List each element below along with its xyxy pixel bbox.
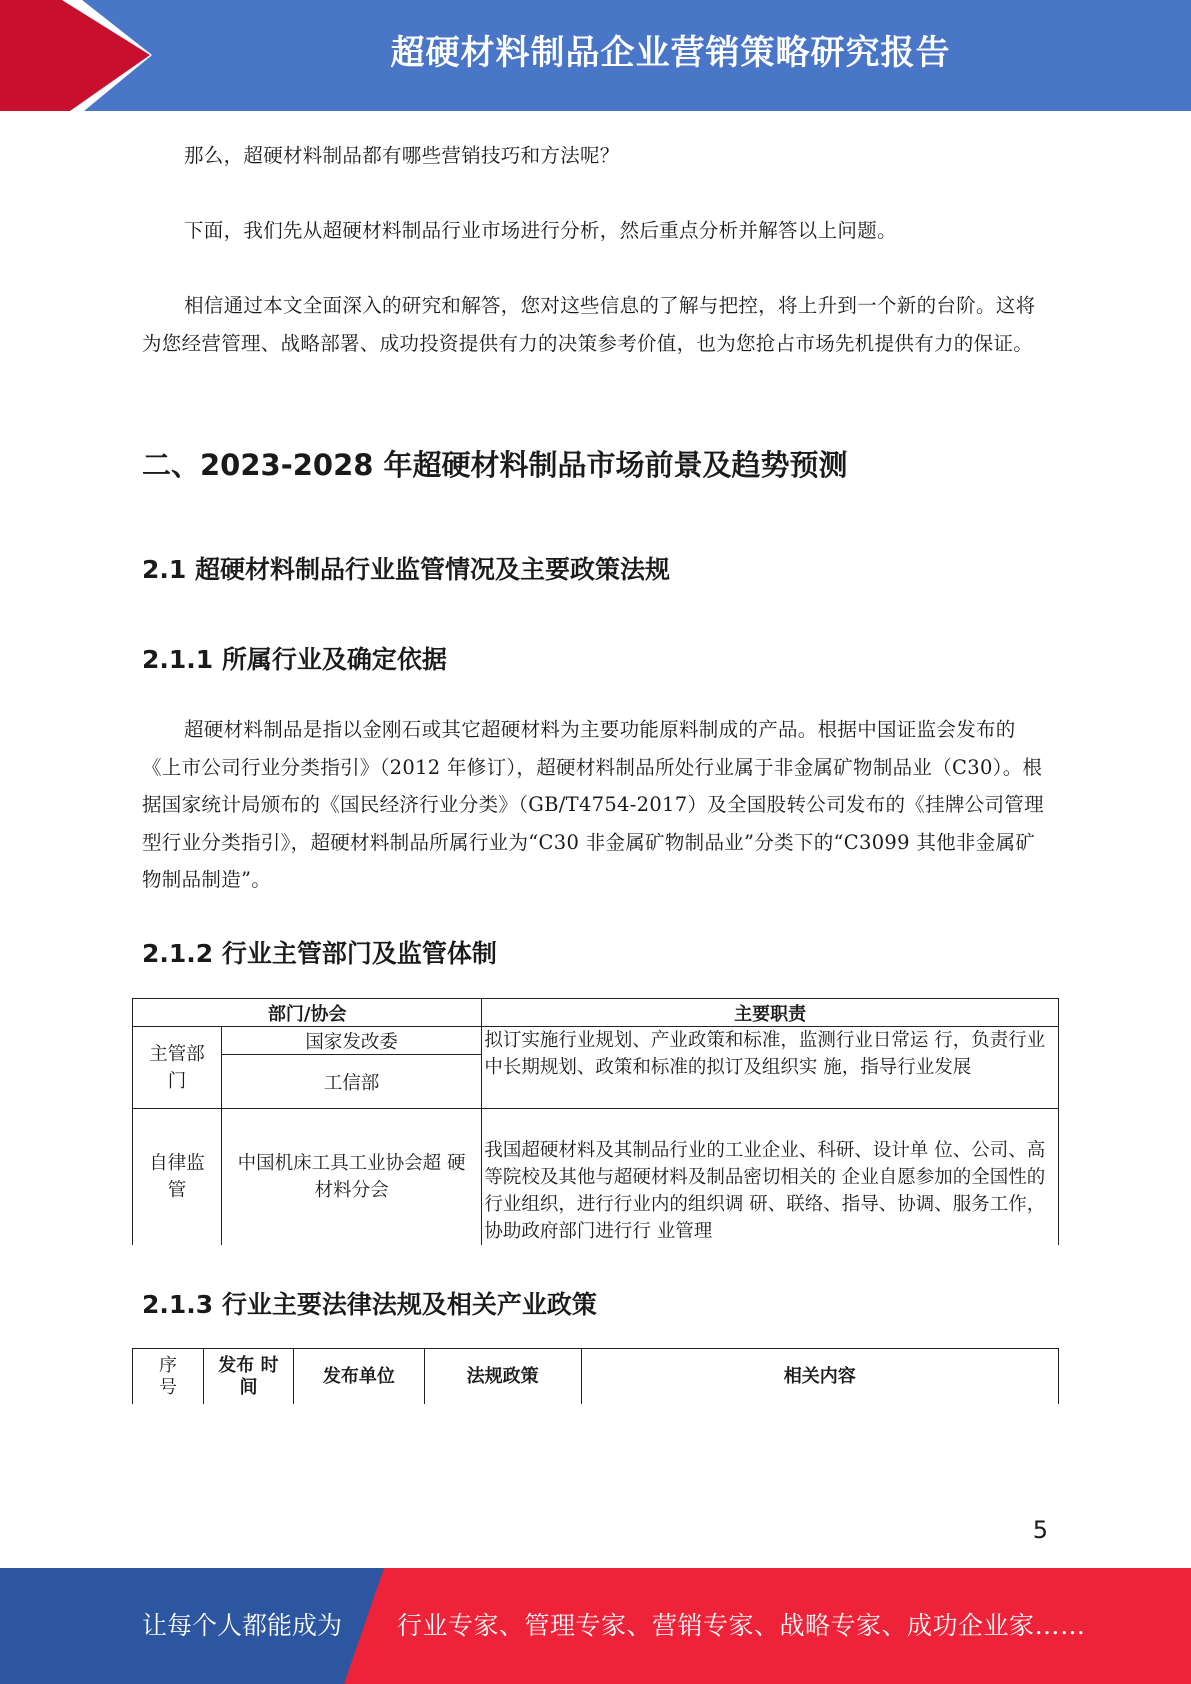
section-heading: 二、2023-2028 年超硬材料制品市场前景及趋势预测: [142, 448, 848, 482]
table-cell-group: 主管部门: [133, 1027, 222, 1109]
table-cell-duty: 拟订实施行业规划、产业政策和标准，监测行业日常运 行，负责行业中长期规划、政策和标准的拟订及组织实 施，指导行业发展: [482, 1027, 1059, 1109]
paragraph-intro-question: 那么，超硬材料制品都有哪些营销技巧和方法呢？: [184, 144, 620, 167]
subsection-heading-2-1: 2.1 超硬材料制品行业监管情况及主要政策法规: [142, 555, 670, 584]
table-cell-org: 工信部: [221, 1055, 481, 1109]
table-cell-group: 自律监管: [133, 1109, 222, 1246]
paragraph-intro-value: 相信通过本文全面深入的研究和解答，您对这些信息的了解与把控，将上升到一个新的台阶。这将为您经营管理、战略部署、成功投资提供有力的决策参考价值，也为您抢占市场先机提供有力的保证。: [142, 294, 1036, 355]
paragraph-industry-classification: 超硬材料制品是指以金刚石或其它超硬材料为主要功能原料制成的产品。根据中国证监会发布的《上市公司行业分类指引》（2012 年修订），超硬材料制品所处行业属于非金属矿物制品业（C30）。根据国家统计局颁布的《国民经济行业分类》（GB/T4754-2017）及全国股转公司发布的《挂牌公司管理型行业分类指引》，超硬材料制品所属行业为“C30 非金属矿物制品业”分类下的“C3099 其他非金属矿物制品制造”。: [142, 718, 1044, 891]
regulatory-body-table: [132, 998, 1059, 1245]
subsection-heading-2-1-2: 2.1.2 行业主管部门及监管体制: [142, 939, 497, 968]
page-header: [0, 0, 1191, 111]
page-footer: [0, 1568, 1191, 1684]
table-header-policy: 法规政策: [424, 1349, 581, 1405]
table-header-issuer: 发布单位: [293, 1349, 424, 1405]
paragraph-intro-analysis: 下面，我们先从超硬材料制品行业市场进行分析，然后重点分析并解答以上问题。: [184, 219, 897, 242]
table-cell-org: 国家发改委: [221, 1027, 481, 1055]
table-header-department: 部门/协会: [133, 999, 482, 1027]
policy-table: [132, 1348, 1059, 1404]
table-cell-duty: 我国超硬材料及其制品行业的工业企业、科研、设计单 位、公司、高等院校及其他与超硬材料及制品密切相关的 企业自愿参加的全国性的行业组织，进行行业内的组织调 研、联络、指导、协调、服务工作，协助政府部门进行行 业管理: [482, 1109, 1059, 1246]
report-title: 超硬材料制品企业营销策略研究报告: [390, 33, 951, 73]
table-header-duty: 主要职责: [482, 999, 1059, 1027]
footer-slogan-right: 行业专家、管理专家、营销专家、战略专家、成功企业家……: [397, 1611, 1086, 1640]
subsection-heading-2-1-3: 2.1.3 行业主要法律法规及相关产业政策: [142, 1290, 597, 1319]
table-header-content: 相关内容: [581, 1349, 1058, 1405]
subsection-heading-2-1-1: 2.1.1 所属行业及确定依据: [142, 645, 447, 674]
table-cell-org: 中国机床工具工业协会超 硬材料分会: [221, 1109, 481, 1246]
footer-slogan-left: 让每个人都能成为: [142, 1611, 343, 1640]
page-number: 5: [1032, 1516, 1048, 1544]
header-arrow-decoration: [0, 0, 160, 111]
table-header-index: 序号: [133, 1349, 204, 1405]
table-header-date: 发布 时间: [203, 1349, 293, 1405]
